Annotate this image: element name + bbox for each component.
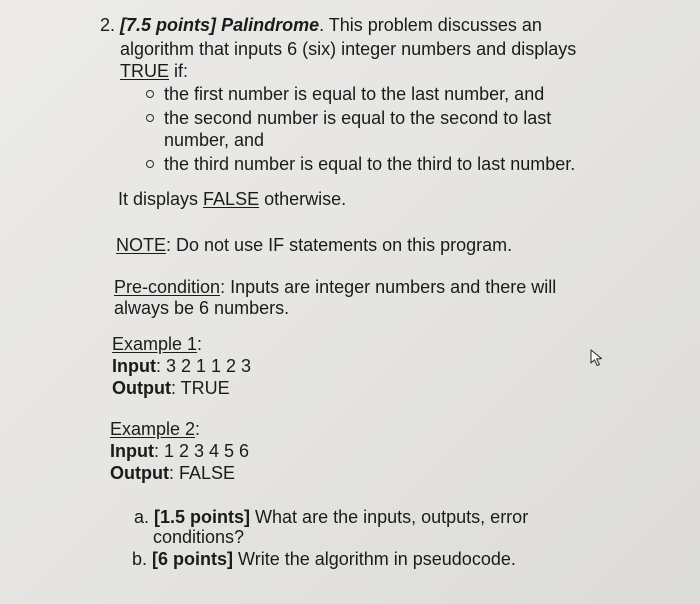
problem-intro-line2: algorithm that inputs 6 (six) integer numbers and displays — [120, 39, 577, 59]
example-input: Input: 1 2 3 4 5 6 — [110, 441, 250, 461]
condition-item: the first number is equal to the last number, and — [164, 84, 545, 104]
mouse-pointer-icon — [588, 348, 608, 368]
problem-intro: . This problem discusses an — [319, 15, 542, 35]
precondition-line2: always be 6 numbers. — [114, 298, 290, 318]
example-output: Output: TRUE — [112, 378, 230, 398]
precondition-line1 — [114, 276, 556, 298]
bullet-icon — [146, 90, 154, 98]
subquestion-a-continued: conditions? — [153, 527, 245, 547]
problem-header — [100, 14, 542, 36]
precondition-text: : Inputs are integer numbers and there will — [220, 277, 557, 297]
true-word: TRUE — [120, 61, 169, 81]
problem-points: [7.5 points] — [120, 15, 217, 35]
example-output: Output: FALSE — [110, 463, 236, 483]
example-label: Example 1: — [112, 334, 203, 354]
otherwise-prefix: It displays — [118, 189, 204, 209]
note-line — [116, 234, 512, 256]
subquestion-b: b. [6 points] Write the algorithm in pseudocode. — [132, 549, 516, 569]
condition-item-continued: number, and — [164, 130, 265, 150]
condition-item: the second number is equal to the second to last — [164, 108, 552, 128]
note-label: NOTE — [116, 235, 167, 255]
false-word: FALSE — [203, 189, 260, 209]
problem-number: 2. — [100, 15, 116, 35]
problem-intro-line3 — [120, 60, 188, 82]
bullet-icon — [146, 114, 154, 122]
bullet-icon — [146, 160, 154, 168]
otherwise-suffix: otherwise. — [259, 189, 347, 209]
subquestion-a: a. [1.5 points] What are the inputs, outputs, error — [134, 507, 529, 527]
example-input: Input: 3 2 1 1 2 3 — [112, 356, 252, 376]
otherwise-line — [118, 188, 346, 210]
note-text: : Do not use IF statements on this program. — [166, 235, 513, 255]
precondition-label: Pre-condition — [114, 277, 221, 297]
example-label: Example 2: — [110, 419, 201, 439]
condition-item: the third number is equal to the third to last number. — [164, 154, 576, 174]
if-word: if: — [169, 61, 189, 81]
problem-title: Palindrome — [221, 15, 320, 35]
